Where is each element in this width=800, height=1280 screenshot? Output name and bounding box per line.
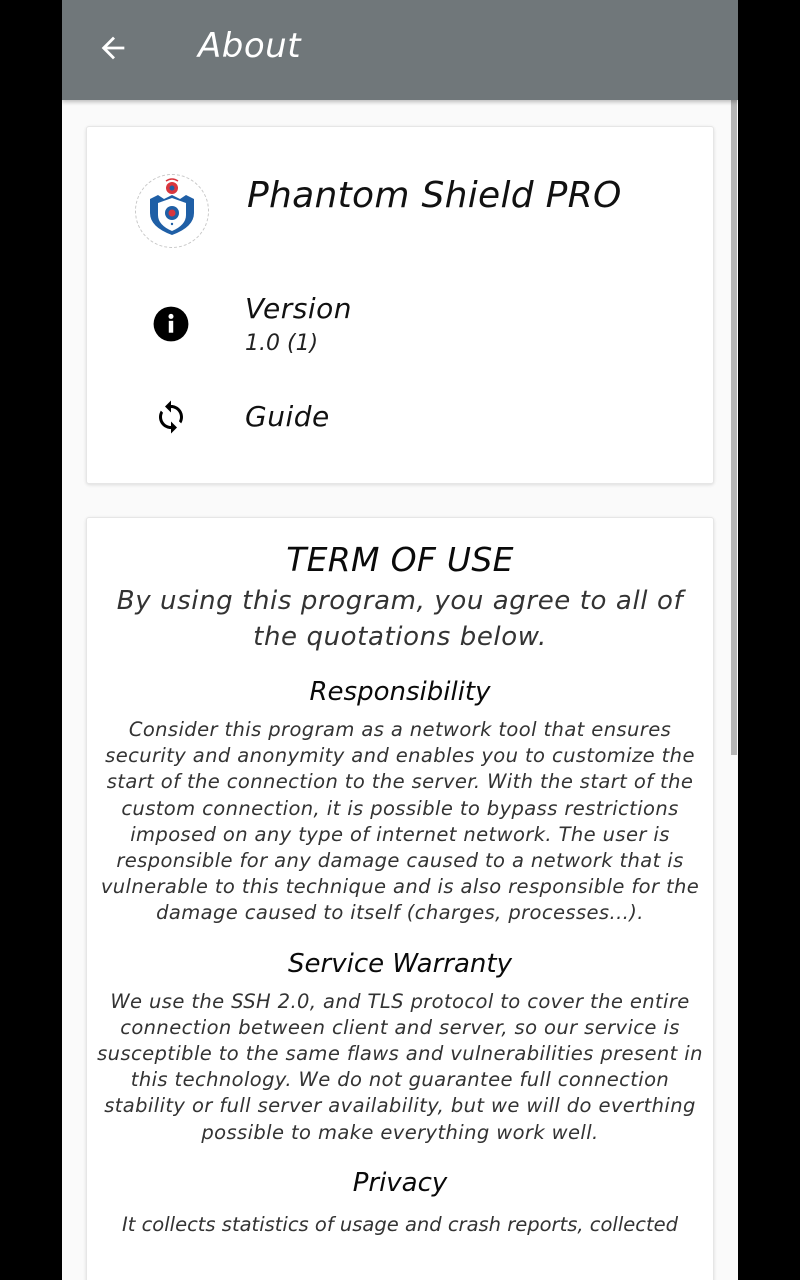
version-value: 1.0 (1) (245, 331, 319, 356)
terms-title: TERM OF USE (286, 540, 514, 579)
app-bar (62, 0, 738, 100)
app-name: Phantom Shield PRO (247, 175, 622, 216)
section-body-privacy: It collects statistics of usage and crash reports, collected (121, 1212, 679, 1236)
sync-icon[interactable] (151, 397, 191, 437)
section-title-responsibility: Responsibility (309, 677, 491, 707)
terms-intro: By using this program, you agree to all of the quotations below. (116, 586, 684, 652)
content-scroll-area[interactable] (62, 100, 738, 1280)
app-window (62, 0, 738, 1280)
section-title-privacy: Privacy (352, 1167, 448, 1198)
app-info-card (86, 126, 714, 484)
terms-of-use-card (86, 517, 714, 1280)
section-title-service-warranty: Service Warranty (288, 948, 512, 979)
version-label: Version (245, 292, 352, 325)
back-button[interactable] (90, 27, 136, 73)
section-body-responsibility: Consider this program as a network tool that ensures security and anonymity and enables you to customize the start of the connection to the server. With the start of the custom connection, it is possible to bypass restrictions imposed on any type of internet network. The user is responsible for any damage caused to a network that is vulnerable to this technique and is also responsible for the damage caused to itself (charges, processes...). (100, 718, 700, 925)
section-body-service-warranty: We use the SSH 2.0, and TLS protocol to cover the entire connection between client and server, so our service is susceptible to the same flaws and vulnerabilities present in this technology. We do not guarantee full connection stability or full server availability, but we will do everthing possible to make everything work well. (97, 989, 703, 1144)
info-circle-icon (151, 304, 191, 344)
scrollbar[interactable] (731, 100, 737, 755)
guide-label[interactable]: Guide (245, 400, 330, 433)
arrow-left-icon (96, 31, 130, 69)
phantom-shield-logo-icon (135, 174, 209, 248)
page-title: About (198, 26, 302, 66)
